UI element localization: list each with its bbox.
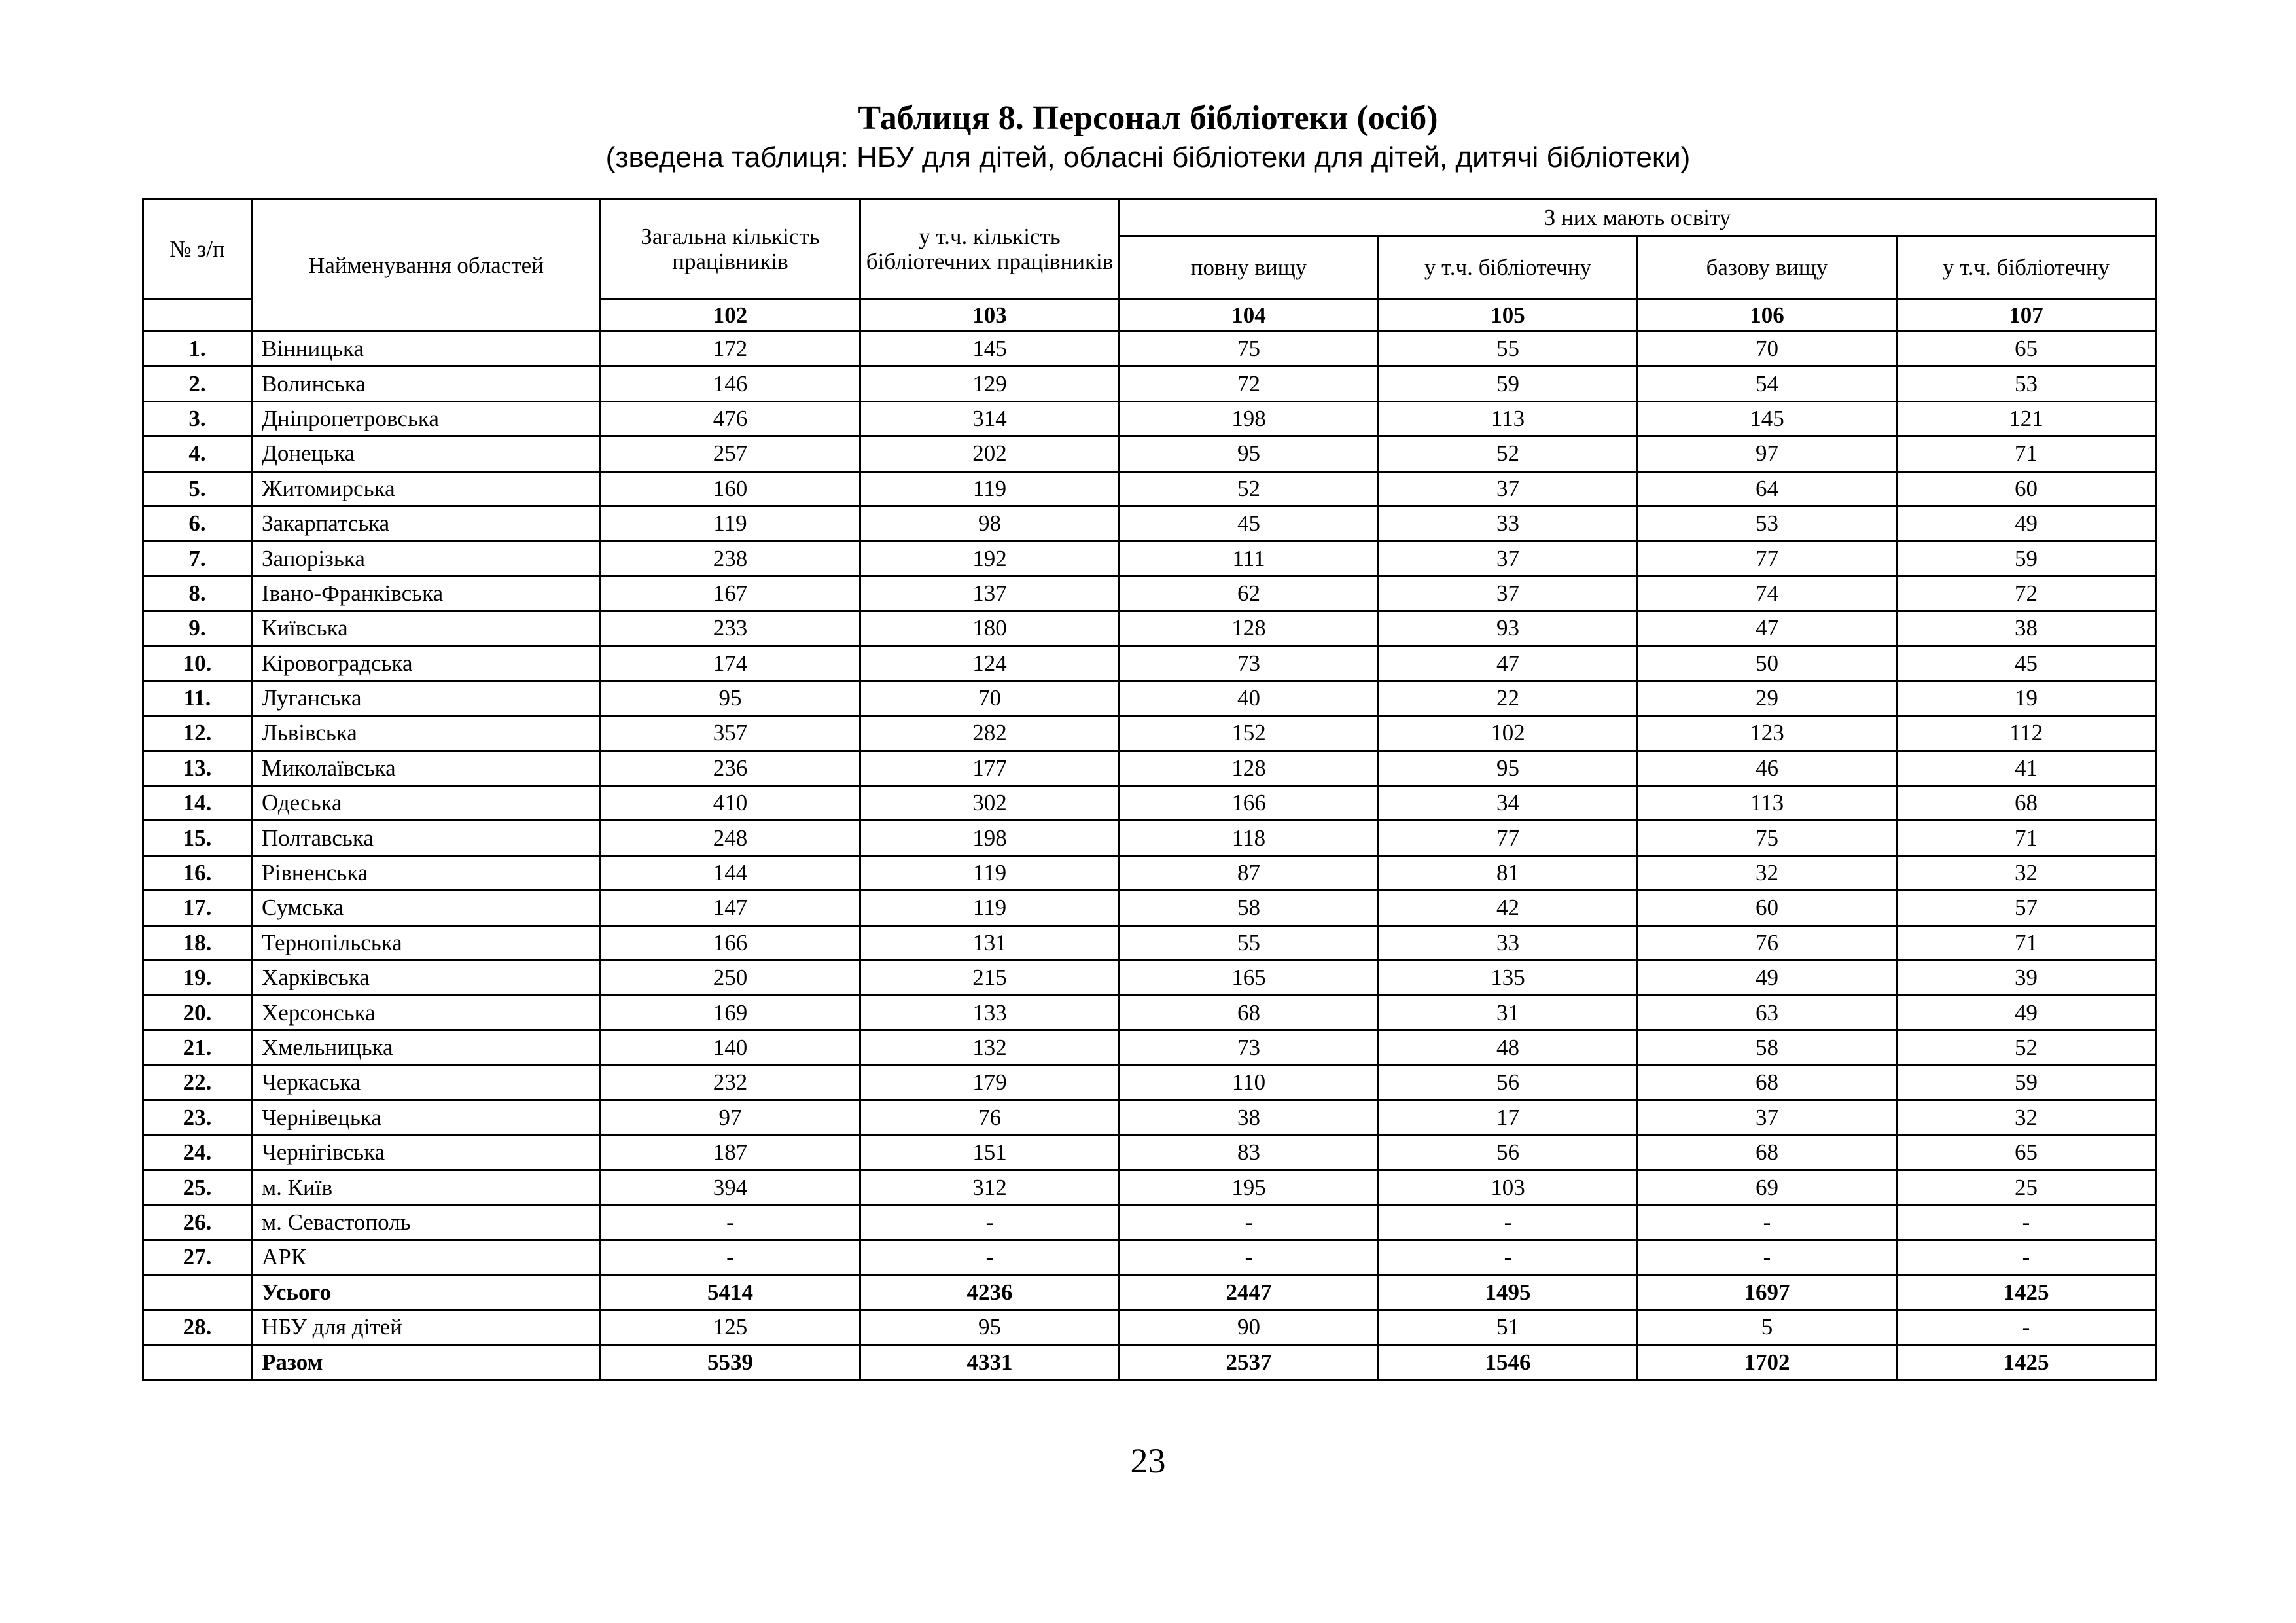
value-cell: 192: [860, 541, 1120, 576]
value-cell: 68: [1638, 1065, 1897, 1100]
value-cell: 282: [860, 716, 1120, 751]
value-cell: -: [1897, 1205, 2156, 1240]
value-cell: 123: [1638, 716, 1897, 751]
row-number: 7.: [143, 541, 252, 576]
row-number: 9.: [143, 611, 252, 646]
value-cell: 37: [1638, 1100, 1897, 1135]
table-row: [143, 751, 2156, 785]
region-name: Чернігівська: [252, 1135, 601, 1169]
value-cell: 51: [1379, 1310, 1638, 1344]
value-cell: 56: [1379, 1135, 1638, 1169]
value-cell: 133: [860, 995, 1120, 1030]
table-row: [143, 1345, 2156, 1380]
value-cell: 76: [1638, 925, 1897, 960]
value-cell: 37: [1379, 471, 1638, 506]
value-cell: 42: [1379, 891, 1638, 925]
value-cell: 215: [860, 961, 1120, 995]
value-cell: 177: [860, 751, 1120, 785]
value-cell: 180: [860, 611, 1120, 646]
region-name: Кіровоградська: [252, 646, 601, 681]
row-number: 5.: [143, 471, 252, 506]
value-cell: 38: [1120, 1100, 1379, 1135]
value-cell: 2447: [1120, 1275, 1379, 1310]
header-code: 107: [1897, 299, 2156, 332]
value-cell: 87: [1120, 855, 1379, 890]
row-number: 3.: [143, 401, 252, 436]
value-cell: 45: [1120, 506, 1379, 541]
region-name: Дніпропетровська: [252, 401, 601, 436]
row-number: 19.: [143, 961, 252, 995]
value-cell: 233: [601, 611, 860, 646]
value-cell: 476: [601, 401, 860, 436]
value-cell: 2537: [1120, 1345, 1379, 1380]
value-cell: 129: [860, 366, 1120, 401]
value-cell: 198: [1120, 401, 1379, 436]
region-name: Миколаївська: [252, 751, 601, 785]
value-cell: 73: [1120, 1030, 1379, 1065]
header-library-staff: у т.ч. кількість бібліотечних працівників: [860, 200, 1120, 299]
region-name: Київська: [252, 611, 601, 646]
value-cell: 198: [860, 821, 1120, 855]
table-row: [143, 1135, 2156, 1169]
region-name: м. Севастополь: [252, 1205, 601, 1240]
value-cell: 56: [1379, 1065, 1638, 1100]
value-cell: 410: [601, 786, 860, 821]
value-cell: 38: [1897, 611, 2156, 646]
row-number: 11.: [143, 681, 252, 715]
value-cell: 41: [1897, 751, 2156, 785]
region-name: Луганська: [252, 681, 601, 715]
value-cell: 49: [1897, 506, 2156, 541]
value-cell: 64: [1638, 471, 1897, 506]
region-name: Івано-Франківська: [252, 576, 601, 611]
table-row: [143, 401, 2156, 436]
value-cell: 1425: [1897, 1345, 2156, 1380]
value-cell: 40: [1120, 681, 1379, 715]
row-number: 1.: [143, 332, 252, 366]
value-cell: 97: [1638, 437, 1897, 471]
value-cell: 145: [860, 332, 1120, 366]
table-row: [143, 576, 2156, 611]
value-cell: 1697: [1638, 1275, 1897, 1310]
value-cell: 33: [1379, 506, 1638, 541]
value-cell: -: [860, 1240, 1120, 1275]
value-cell: 4236: [860, 1275, 1120, 1310]
value-cell: 128: [1120, 611, 1379, 646]
value-cell: 55: [1120, 925, 1379, 960]
value-cell: 111: [1120, 541, 1379, 576]
value-cell: 68: [1897, 786, 2156, 821]
value-cell: 128: [1120, 751, 1379, 785]
value-cell: 1425: [1897, 1275, 2156, 1310]
value-cell: 37: [1379, 576, 1638, 611]
table-row: [143, 1100, 2156, 1135]
value-cell: 124: [860, 646, 1120, 681]
value-cell: 1495: [1379, 1275, 1638, 1310]
page-number: 23: [1130, 1441, 1166, 1480]
value-cell: 62: [1120, 576, 1379, 611]
value-cell: 119: [860, 855, 1120, 890]
value-cell: 174: [601, 646, 860, 681]
value-cell: 52: [1120, 471, 1379, 506]
value-cell: 49: [1638, 961, 1897, 995]
region-name: Запорізька: [252, 541, 601, 576]
value-cell: 75: [1638, 821, 1897, 855]
row-number: 12.: [143, 716, 252, 751]
value-cell: 70: [860, 681, 1120, 715]
value-cell: 50: [1638, 646, 1897, 681]
row-number: 16.: [143, 855, 252, 890]
table-row: [143, 611, 2156, 646]
value-cell: 165: [1120, 961, 1379, 995]
table-row: [143, 716, 2156, 751]
row-number: 21.: [143, 1030, 252, 1065]
region-name: Полтавська: [252, 821, 601, 855]
row-number: 20.: [143, 995, 252, 1030]
value-cell: 167: [601, 576, 860, 611]
value-cell: 140: [601, 1030, 860, 1065]
value-cell: 166: [601, 925, 860, 960]
value-cell: 169: [601, 995, 860, 1030]
value-cell: 73: [1120, 646, 1379, 681]
value-cell: 113: [1638, 786, 1897, 821]
region-name: Черкаська: [252, 1065, 601, 1100]
value-cell: 144: [601, 855, 860, 890]
table-row: [143, 995, 2156, 1030]
value-cell: 314: [860, 401, 1120, 436]
value-cell: 75: [1120, 332, 1379, 366]
value-cell: 131: [860, 925, 1120, 960]
value-cell: 132: [860, 1030, 1120, 1065]
value-cell: 32: [1638, 855, 1897, 890]
row-number: 23.: [143, 1100, 252, 1135]
value-cell: 59: [1379, 366, 1638, 401]
value-cell: 32: [1897, 1100, 2156, 1135]
value-cell: 72: [1120, 366, 1379, 401]
region-name: Тернопільська: [252, 925, 601, 960]
header-education-group: З них мають освіту: [1120, 200, 2156, 236]
value-cell: 19: [1897, 681, 2156, 715]
value-cell: 95: [601, 681, 860, 715]
value-cell: 97: [601, 1100, 860, 1135]
region-name: Херсонська: [252, 995, 601, 1030]
table-row: [143, 541, 2156, 576]
value-cell: 60: [1897, 471, 2156, 506]
region-name: м. Київ: [252, 1170, 601, 1205]
value-cell: -: [1120, 1205, 1379, 1240]
value-cell: 125: [601, 1310, 860, 1344]
value-cell: 53: [1897, 366, 2156, 401]
value-cell: 59: [1897, 1065, 2156, 1100]
region-name: АРК: [252, 1240, 601, 1275]
value-cell: 71: [1897, 925, 2156, 960]
value-cell: 34: [1379, 786, 1638, 821]
value-cell: -: [601, 1205, 860, 1240]
value-cell: 76: [860, 1100, 1120, 1135]
value-cell: 250: [601, 961, 860, 995]
value-cell: 74: [1638, 576, 1897, 611]
table-row: [143, 437, 2156, 471]
value-cell: 83: [1120, 1135, 1379, 1169]
value-cell: 77: [1638, 541, 1897, 576]
row-number: 24.: [143, 1135, 252, 1169]
value-cell: 53: [1638, 506, 1897, 541]
value-cell: -: [1638, 1205, 1897, 1240]
value-cell: 238: [601, 541, 860, 576]
value-cell: 77: [1379, 821, 1638, 855]
value-cell: 312: [860, 1170, 1120, 1205]
header-basic-library: у т.ч. бібліотечну: [1897, 236, 2156, 299]
table-row: [143, 786, 2156, 821]
table-row: [143, 961, 2156, 995]
value-cell: 113: [1379, 401, 1638, 436]
value-cell: 47: [1638, 611, 1897, 646]
table-row: [143, 471, 2156, 506]
value-cell: 187: [601, 1135, 860, 1169]
value-cell: 119: [601, 506, 860, 541]
row-number: 8.: [143, 576, 252, 611]
region-name: Львівська: [252, 716, 601, 751]
table-row: [143, 1240, 2156, 1275]
value-cell: 118: [1120, 821, 1379, 855]
region-name: Вінницька: [252, 332, 601, 366]
value-cell: 1546: [1379, 1345, 1638, 1380]
value-cell: -: [1897, 1310, 2156, 1344]
table-row: [143, 1030, 2156, 1065]
region-name: Закарпатська: [252, 506, 601, 541]
value-cell: 65: [1897, 1135, 2156, 1169]
value-cell: 160: [601, 471, 860, 506]
value-cell: 102: [1379, 716, 1638, 751]
region-name: НБУ для дітей: [252, 1310, 601, 1344]
row-number: [143, 1275, 252, 1310]
value-cell: 248: [601, 821, 860, 855]
header-num: № з/п: [143, 200, 252, 299]
value-cell: -: [1897, 1240, 2156, 1275]
value-cell: 48: [1379, 1030, 1638, 1065]
table-row: [143, 925, 2156, 960]
value-cell: 81: [1379, 855, 1638, 890]
table-subtitle: (зведена таблиця: НБУ для дітей, обласні бібліотеки для дітей, дитячі бібліотеки): [605, 141, 1691, 173]
value-cell: 5539: [601, 1345, 860, 1380]
value-cell: 32: [1897, 855, 2156, 890]
region-name: Донецька: [252, 437, 601, 471]
value-cell: 179: [860, 1065, 1120, 1100]
value-cell: 137: [860, 576, 1120, 611]
value-cell: 37: [1379, 541, 1638, 576]
value-cell: 5: [1638, 1310, 1897, 1344]
table-row: [143, 1170, 2156, 1205]
value-cell: 90: [1120, 1310, 1379, 1344]
header-code: 103: [860, 299, 1120, 332]
value-cell: 119: [860, 891, 1120, 925]
value-cell: 65: [1897, 332, 2156, 366]
value-cell: 72: [1897, 576, 2156, 611]
value-cell: 46: [1638, 751, 1897, 785]
table-row: [143, 821, 2156, 855]
table-row: [143, 891, 2156, 925]
row-number: 26.: [143, 1205, 252, 1240]
value-cell: -: [1120, 1240, 1379, 1275]
header-higher-library: у т.ч. бібліотечну: [1379, 236, 1638, 299]
row-number: 27.: [143, 1240, 252, 1275]
value-cell: 31: [1379, 995, 1638, 1030]
value-cell: 195: [1120, 1170, 1379, 1205]
value-cell: 257: [601, 437, 860, 471]
table-body: [143, 332, 2156, 1380]
value-cell: 58: [1120, 891, 1379, 925]
header-code-blank: [143, 299, 252, 332]
value-cell: 4331: [860, 1345, 1120, 1380]
region-name: Разом: [252, 1345, 601, 1380]
value-cell: 95: [1379, 751, 1638, 785]
table-row: [143, 855, 2156, 890]
value-cell: 110: [1120, 1065, 1379, 1100]
value-cell: 151: [860, 1135, 1120, 1169]
value-cell: 1702: [1638, 1345, 1897, 1380]
row-number: 28.: [143, 1310, 252, 1344]
value-cell: 54: [1638, 366, 1897, 401]
value-cell: 147: [601, 891, 860, 925]
table-row: [143, 506, 2156, 541]
value-cell: 172: [601, 332, 860, 366]
value-cell: 95: [1120, 437, 1379, 471]
value-cell: 69: [1638, 1170, 1897, 1205]
table-row: [143, 332, 2156, 366]
value-cell: 202: [860, 437, 1120, 471]
value-cell: 95: [860, 1310, 1120, 1344]
row-number: 22.: [143, 1065, 252, 1100]
table-title: Таблиця 8. Персонал бібліотеки (осіб): [858, 99, 1438, 137]
value-cell: 357: [601, 716, 860, 751]
value-cell: -: [860, 1205, 1120, 1240]
header-total: Загальна кількість працівників: [601, 200, 860, 299]
value-cell: 68: [1120, 995, 1379, 1030]
value-cell: 119: [860, 471, 1120, 506]
value-cell: 145: [1638, 401, 1897, 436]
row-number: 25.: [143, 1170, 252, 1205]
value-cell: 302: [860, 786, 1120, 821]
value-cell: 93: [1379, 611, 1638, 646]
header-code: 105: [1379, 299, 1638, 332]
table-row: [143, 1205, 2156, 1240]
region-name: Харківська: [252, 961, 601, 995]
row-number: 2.: [143, 366, 252, 401]
value-cell: 71: [1897, 437, 2156, 471]
table-row: [143, 646, 2156, 681]
region-name: Одеська: [252, 786, 601, 821]
value-cell: 49: [1897, 995, 2156, 1030]
staff-table: [142, 198, 2157, 1381]
header-higher: повну вищу: [1120, 236, 1379, 299]
value-cell: 135: [1379, 961, 1638, 995]
value-cell: 60: [1638, 891, 1897, 925]
value-cell: 52: [1379, 437, 1638, 471]
value-cell: 22: [1379, 681, 1638, 715]
row-number: [143, 1345, 252, 1380]
header-code: 102: [601, 299, 860, 332]
region-name: Сумська: [252, 891, 601, 925]
table-row: [143, 681, 2156, 715]
value-cell: 5414: [601, 1275, 860, 1310]
value-cell: 98: [860, 506, 1120, 541]
value-cell: 39: [1897, 961, 2156, 995]
value-cell: 121: [1897, 401, 2156, 436]
header-basic: базову вищу: [1638, 236, 1897, 299]
table-row: [143, 366, 2156, 401]
region-name: Рівненська: [252, 855, 601, 890]
value-cell: 152: [1120, 716, 1379, 751]
header-code: 104: [1120, 299, 1379, 332]
value-cell: 57: [1897, 891, 2156, 925]
value-cell: 58: [1638, 1030, 1897, 1065]
value-cell: 55: [1379, 332, 1638, 366]
value-cell: -: [1379, 1205, 1638, 1240]
row-number: 10.: [143, 646, 252, 681]
header-name: Найменування областей: [252, 200, 601, 332]
value-cell: 47: [1379, 646, 1638, 681]
table-row: [143, 1275, 2156, 1310]
value-cell: 59: [1897, 541, 2156, 576]
value-cell: 33: [1379, 925, 1638, 960]
table-row: [143, 1310, 2156, 1344]
value-cell: 103: [1379, 1170, 1638, 1205]
row-number: 13.: [143, 751, 252, 785]
value-cell: 63: [1638, 995, 1897, 1030]
value-cell: 52: [1897, 1030, 2156, 1065]
value-cell: -: [1638, 1240, 1897, 1275]
row-number: 18.: [143, 925, 252, 960]
row-number: 6.: [143, 506, 252, 541]
row-number: 17.: [143, 891, 252, 925]
table-row: [143, 1065, 2156, 1100]
value-cell: 17: [1379, 1100, 1638, 1135]
value-cell: 29: [1638, 681, 1897, 715]
value-cell: 394: [601, 1170, 860, 1205]
value-cell: 25: [1897, 1170, 2156, 1205]
region-name: Житомирська: [252, 471, 601, 506]
value-cell: 70: [1638, 332, 1897, 366]
value-cell: 146: [601, 366, 860, 401]
row-number: 14.: [143, 786, 252, 821]
row-number: 15.: [143, 821, 252, 855]
value-cell: 166: [1120, 786, 1379, 821]
value-cell: -: [601, 1240, 860, 1275]
value-cell: -: [1379, 1240, 1638, 1275]
value-cell: 68: [1638, 1135, 1897, 1169]
value-cell: 45: [1897, 646, 2156, 681]
region-name: Волинська: [252, 366, 601, 401]
value-cell: 236: [601, 751, 860, 785]
region-name: Усього: [252, 1275, 601, 1310]
region-name: Хмельницька: [252, 1030, 601, 1065]
header-code: 106: [1638, 299, 1897, 332]
row-number: 4.: [143, 437, 252, 471]
region-name: Чернівецька: [252, 1100, 601, 1135]
value-cell: 71: [1897, 821, 2156, 855]
value-cell: 112: [1897, 716, 2156, 751]
value-cell: 232: [601, 1065, 860, 1100]
